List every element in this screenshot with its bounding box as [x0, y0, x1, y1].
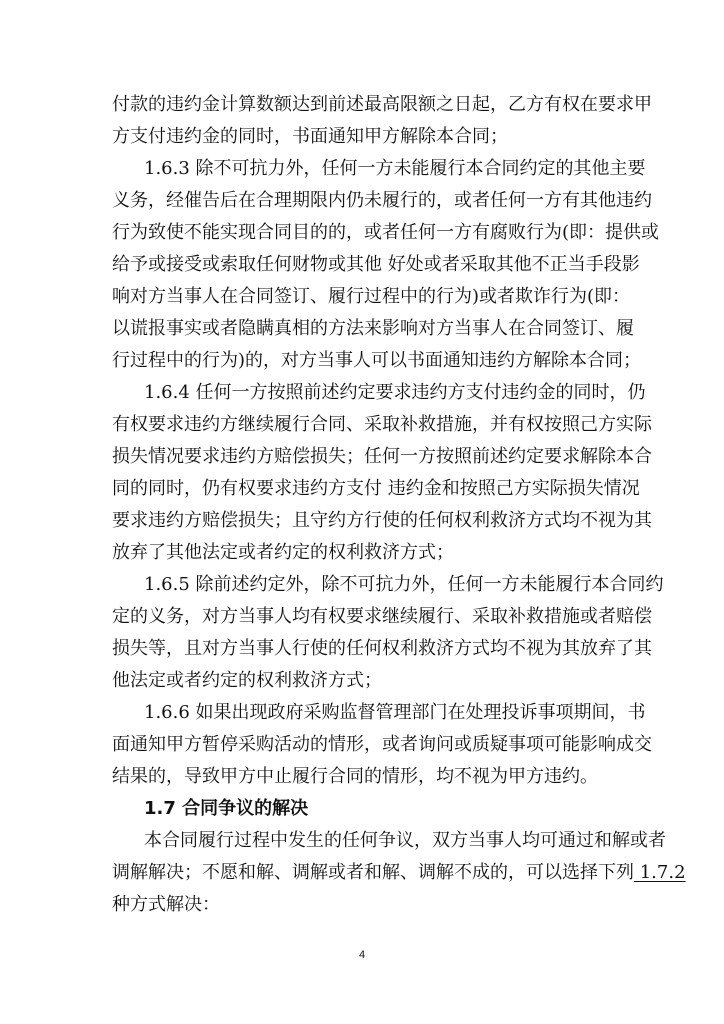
text-line: 结果的，导致甲方中止履行合同的情形，均不视为甲方违约。 [112, 766, 598, 787]
text-line: 面通知甲方暂停采购活动的情形，或者询问或质疑事项可能影响成交 [112, 734, 652, 755]
text-line: 种方式解决： [112, 894, 220, 915]
text-line: 以谎报事实或者隐瞒真相的方法来影响对方当事人在合同签订、履 [112, 318, 634, 339]
text-line: 放弃了其他法定或者约定的权利救济方式； [112, 542, 454, 563]
text-line: 要求违约方赔偿损失；且守约方行使的任何权利救济方式均不视为其 [112, 510, 652, 531]
text-line: 付款的违约金计算数额达到前述最高限额之日起，乙方有权在要求甲 [112, 94, 652, 115]
clause-1-6-5: 1.6.5 除前述约定外，除不可抗力外，任何一方未能履行本合同约 [144, 574, 664, 595]
text-line: 响对方当事人在合同签订、履行过程中的行为)或者欺诈行为(即： [112, 286, 631, 307]
selected-option-blank: 1.7.2 [634, 862, 686, 883]
text-line: 给予或接受或索取任何财物或其他 好处或者采取其他不正当手段影 [112, 254, 640, 275]
text-line: 他法定或者约定的权利救济方式； [112, 670, 382, 691]
text-line: 损失情况要求违约方赔偿损失；任何一方按照前述约定要求解除本合 [112, 446, 652, 467]
text-line: 损失等，且对方当事人行使的任何权利救济方式均不视为其放弃了其 [112, 638, 652, 659]
text-line: 定的义务，对方当事人均有权要求继续履行、采取补救措施或者赔偿 [112, 606, 652, 627]
text-line: 同的同时，仍有权要求违约方支付 违约金和按照己方实际损失情况 [112, 478, 640, 499]
text-line-segment: 调解解决；不愿和解、调解或者和解、调解不成的，可以选择下列 [112, 862, 634, 883]
text-line: 行过程中的行为)的，对方当事人可以书面通知违约方解除本合同； [112, 350, 642, 371]
section-heading-1-7: 1.7 合同争议的解决 [144, 798, 309, 819]
clause-1-6-4: 1.6.4 任何一方按照前述约定要求违约方支付违约金的同时，仍 [144, 382, 646, 403]
text-line: 方支付违约金的同时，书面通知甲方解除本合同； [112, 126, 508, 147]
clause-1-6-6: 1.6.6 如果出现政府采购监督管理部门在处理投诉事项期间，书 [144, 702, 646, 723]
text-line: 义务，经催告后在合理期限内仍未履行的，或者任何一方有其他违约 [112, 190, 652, 211]
text-line [112, 861, 686, 885]
clause-1-6-3: 1.6.3 除不可抗力外，任何一方未能履行本合同约定的其他主要 [144, 158, 646, 179]
text-line: 有权要求违约方继续履行合同、采取补救措施，并有权按照己方实际 [112, 414, 652, 435]
page-number: 4 [358, 949, 366, 961]
paragraph-1-7: 本合同履行过程中发生的任何争议，双方当事人均可通过和解或者 [144, 830, 666, 851]
text-line: 行为致使不能实现合同目的的，或者任何一方有腐败行为(即：提供或 [112, 222, 660, 243]
